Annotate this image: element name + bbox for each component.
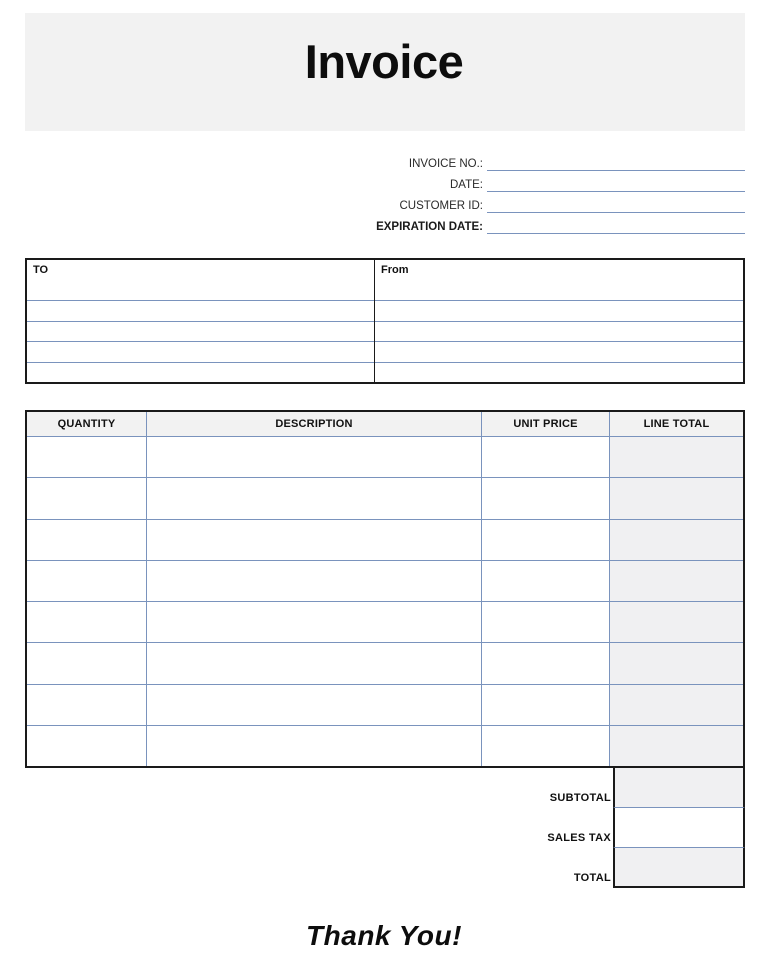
column-header-quantity: QUANTITY	[27, 412, 147, 436]
cell-unit-price[interactable]	[482, 437, 610, 477]
party-from-line-3[interactable]	[375, 342, 743, 363]
cell-unit-price[interactable]	[482, 520, 610, 560]
totals-label-sales-tax: SALES TAX	[547, 832, 611, 844]
table-row	[27, 520, 743, 561]
cell-description[interactable]	[147, 602, 482, 642]
cell-line-total[interactable]	[610, 561, 743, 601]
cell-unit-price[interactable]	[482, 726, 610, 766]
totals-section	[25, 768, 745, 888]
cell-unit-price[interactable]	[482, 602, 610, 642]
cell-quantity[interactable]	[27, 520, 147, 560]
cell-unit-price[interactable]	[482, 643, 610, 683]
meta-input-customer-id[interactable]	[487, 198, 745, 213]
cell-unit-price[interactable]	[482, 685, 610, 725]
line-items-body	[27, 437, 743, 766]
party-address-box	[25, 258, 745, 384]
cell-line-total[interactable]	[610, 726, 743, 766]
table-row	[27, 437, 743, 478]
cell-line-total[interactable]	[610, 685, 743, 725]
totals-label-subtotal: SUBTOTAL	[549, 792, 611, 804]
column-header-unit-price: UNIT PRICE	[482, 412, 610, 436]
meta-label-invoice-no: INVOICE NO.:	[408, 158, 483, 170]
cell-quantity[interactable]	[27, 602, 147, 642]
cell-quantity[interactable]	[27, 643, 147, 683]
page-title: Invoice	[304, 35, 464, 88]
column-header-description: DESCRIPTION	[147, 412, 482, 436]
cell-line-total[interactable]	[610, 437, 743, 477]
meta-input-expiration-date[interactable]	[487, 219, 745, 234]
party-to-line-1[interactable]	[27, 301, 374, 322]
cell-unit-price[interactable]	[482, 478, 610, 518]
meta-field-expiration-date	[25, 217, 745, 234]
table-row	[27, 561, 743, 602]
thank-you-message: Thank You!	[306, 920, 462, 951]
cell-description[interactable]	[147, 520, 482, 560]
totals-value-sales-tax[interactable]	[613, 808, 745, 848]
cell-line-total[interactable]	[610, 643, 743, 683]
party-heading-to: TO	[27, 260, 374, 301]
cell-quantity[interactable]	[27, 561, 147, 601]
party-to-line-4[interactable]	[27, 363, 374, 383]
cell-description[interactable]	[147, 478, 482, 518]
cell-line-total[interactable]	[610, 520, 743, 560]
party-column-from	[375, 260, 743, 382]
party-to-line-2[interactable]	[27, 322, 374, 343]
meta-input-date[interactable]	[487, 177, 745, 192]
table-row	[27, 478, 743, 519]
totals-row-sales-tax	[25, 808, 745, 848]
meta-field-date	[25, 175, 745, 192]
party-heading-from: From	[375, 260, 743, 301]
meta-label-customer-id: CUSTOMER ID:	[399, 200, 483, 212]
meta-label-expiration-date: EXPIRATION DATE:	[376, 221, 483, 233]
cell-quantity[interactable]	[27, 685, 147, 725]
table-row	[27, 602, 743, 643]
totals-value-total[interactable]	[613, 848, 745, 888]
totals-label-total: TOTAL	[573, 872, 611, 884]
invoice-meta-fields	[25, 154, 745, 238]
party-from-line-2[interactable]	[375, 322, 743, 343]
line-items-header-row	[27, 412, 743, 437]
cell-line-total[interactable]	[610, 602, 743, 642]
table-row	[27, 643, 743, 684]
column-header-line-total: LINE TOTAL	[643, 418, 710, 430]
cell-description[interactable]	[147, 643, 482, 683]
cell-description[interactable]	[147, 561, 482, 601]
cell-quantity[interactable]	[27, 437, 147, 477]
totals-row-subtotal	[25, 768, 745, 808]
meta-label-date: DATE:	[449, 179, 483, 191]
line-items-table	[25, 410, 745, 768]
cell-quantity[interactable]	[27, 726, 147, 766]
totals-value-subtotal[interactable]	[613, 768, 745, 808]
cell-description[interactable]	[147, 726, 482, 766]
cell-unit-price[interactable]	[482, 561, 610, 601]
cell-description[interactable]	[147, 685, 482, 725]
meta-input-invoice-no[interactable]	[487, 156, 745, 171]
table-row	[27, 685, 743, 726]
totals-row-total	[25, 848, 745, 888]
cell-quantity[interactable]	[27, 478, 147, 518]
party-column-to	[27, 260, 375, 382]
party-to-line-3[interactable]	[27, 342, 374, 363]
party-from-line-1[interactable]	[375, 301, 743, 322]
table-row	[27, 726, 743, 766]
cell-description[interactable]	[147, 437, 482, 477]
meta-field-invoice-no	[25, 154, 745, 171]
party-from-line-4[interactable]	[375, 363, 743, 383]
cell-line-total[interactable]	[610, 478, 743, 518]
meta-field-customer-id	[25, 196, 745, 213]
